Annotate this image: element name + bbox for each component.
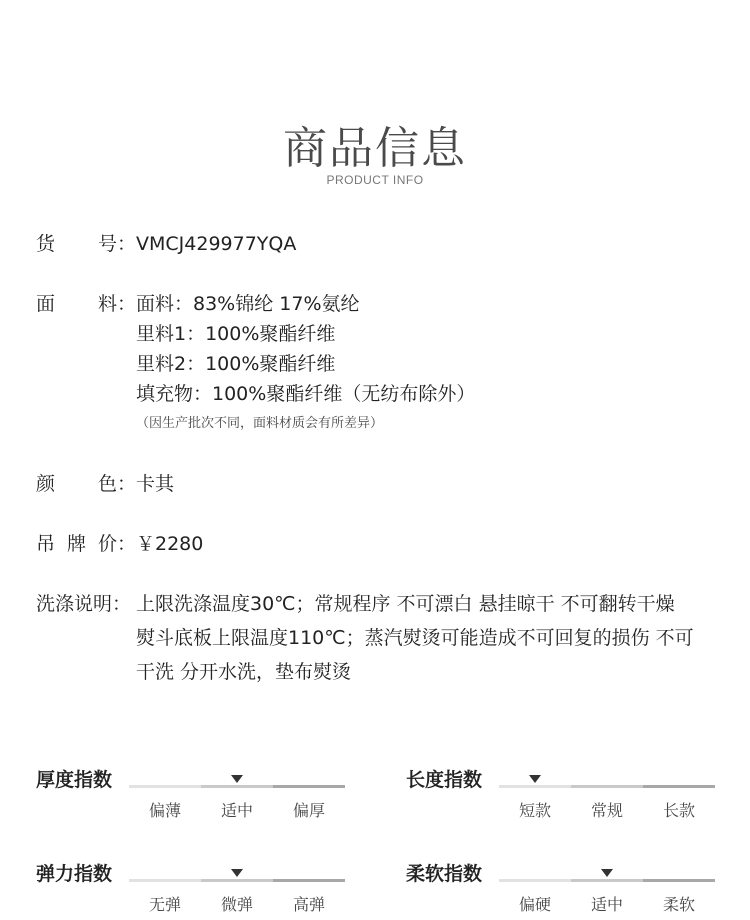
gauge-bar <box>129 785 345 788</box>
gauge-option: 适中 <box>220 801 253 820</box>
washing-label: 洗涤说明： <box>36 593 132 615</box>
fabric-value <box>136 289 475 439</box>
color-label: 颜 色： <box>36 473 136 495</box>
page-subtitle: PRODUCT INFO <box>326 173 424 187</box>
fabric-note: （因生产批次不同，面料材质会有所差异） <box>136 416 384 431</box>
washing-value <box>136 587 716 689</box>
page-title: 商品信息 <box>283 123 467 174</box>
washing-line: 干洗 分开水洗，垫布熨烫 <box>136 661 352 683</box>
thickness-gauge <box>36 766 376 826</box>
length-gauge <box>406 766 746 826</box>
fabric-line: 里料2：100%聚酯纤维 <box>136 353 336 375</box>
color-value: 卡其 <box>136 473 175 495</box>
gauge-marker-icon <box>601 869 613 877</box>
gauge-options <box>499 798 715 821</box>
gauge-option: 短款 <box>518 801 551 820</box>
gauge-option: 偏厚 <box>292 801 325 820</box>
softness-gauge <box>406 860 746 920</box>
gauge-bar <box>129 879 345 882</box>
gauge-option: 无弹 <box>148 895 181 914</box>
gauge-option: 偏硬 <box>518 895 551 914</box>
gauge-options <box>129 892 345 915</box>
gauge-title: 柔软指数 <box>406 863 483 885</box>
sku-value: VMCJ429977YQA <box>136 233 297 255</box>
gauge-title: 弹力指数 <box>36 863 113 885</box>
fabric-line: 里料1：100%聚酯纤维 <box>136 323 336 345</box>
gauge-bar <box>499 785 715 788</box>
sku-label: 货 号： <box>36 233 136 255</box>
gauge-title: 长度指数 <box>406 769 483 791</box>
price-value: ￥2280 <box>136 533 204 555</box>
gauge-option: 适中 <box>590 895 623 914</box>
gauge-marker-icon <box>231 869 243 877</box>
price-label: 吊 牌 价： <box>36 533 136 555</box>
gauge-title: 厚度指数 <box>36 769 113 791</box>
gauge-bar <box>499 879 715 882</box>
washing-line: 熨斗底板上限温度110℃；蒸汽熨烫可能造成不可回复的损伤 不可 <box>136 627 694 649</box>
gauge-option: 微弹 <box>220 895 253 914</box>
fabric-line: 填充物：100%聚酯纤维（无纺布除外） <box>136 383 476 405</box>
gauge-marker-icon <box>529 775 541 783</box>
washing-line: 上限洗涤温度30℃；常规程序 不可漂白 悬挂晾干 不可翻转干燥 <box>136 593 675 615</box>
gauge-option: 偏薄 <box>148 801 181 820</box>
gauge-marker-icon <box>231 775 243 783</box>
gauge-options <box>129 798 345 821</box>
gauge-options <box>499 892 715 915</box>
elasticity-gauge <box>36 860 376 920</box>
gauge-option: 柔软 <box>662 895 695 914</box>
gauge-option: 高弹 <box>292 895 325 914</box>
gauge-option: 常规 <box>590 801 623 820</box>
gauge-option: 长款 <box>662 801 695 820</box>
fabric-line: 面料：83%锦纶 17%氨纶 <box>136 293 360 315</box>
fabric-label: 面 料： <box>36 293 136 315</box>
